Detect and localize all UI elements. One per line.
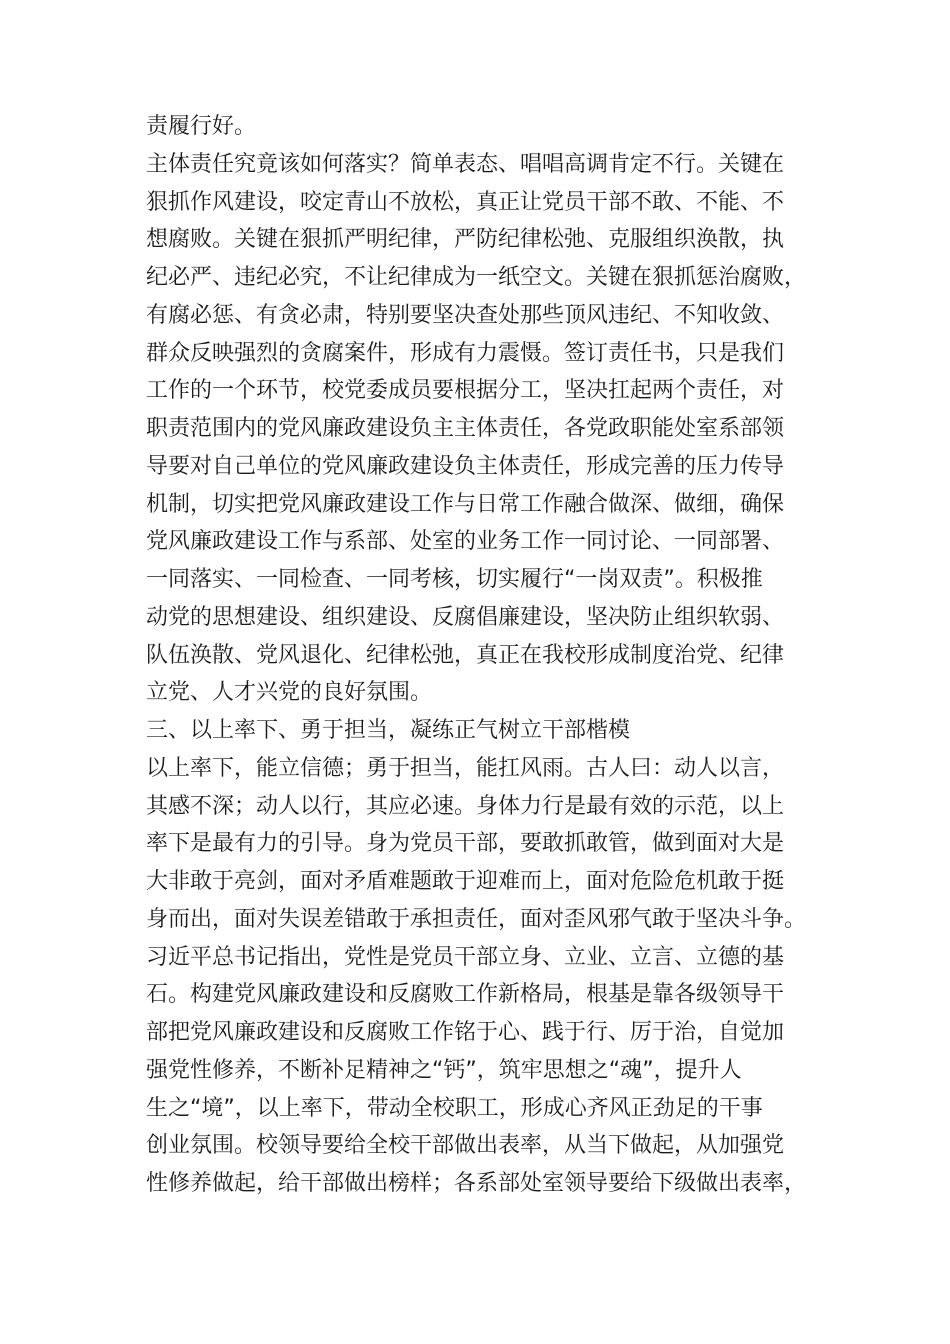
text-line: 职责范围内的党风廉政建设负主主体责任，各党政职能处室系部领 (146, 416, 785, 441)
text-line: 纪必严、违纪必究，不让纪律成为一纸空文。关键在狠抓惩治腐败， (146, 265, 807, 290)
text-line: 生之“境”，以上率下，带动全校职工，形成心齐风正劲足的干事 (146, 1096, 763, 1121)
text-line: 狠抓作风建设，咬定青山不放松，真正让党员干部不敢、不能、不 (146, 190, 785, 215)
text-line: 动党的思想建设、组织建设、反腐倡廉建设，坚决防止组织软弱、 (146, 605, 785, 630)
text-line: 责履行好。 (146, 114, 257, 139)
text-line: 队伍涣散、党风退化、纪律松弛，真正在我校形成制度治党、纪律 (146, 643, 785, 668)
text-line: 石。构建党风廉政建设和反腐败工作新格局，根基是靠各级领导干 (146, 982, 785, 1007)
text-line: 群众反映强烈的贪腐案件，形成有力震慑。签订责任书，只是我们 (146, 341, 785, 366)
text-line: 党风廉政建设工作与系部、处室的业务工作一同讨论、一同部署、 (146, 529, 785, 554)
text-line: 身而出，面对失误差错敢于承担责任，面对歪风邪气敢于坚决斗争。 (146, 907, 807, 932)
text-line: 其感不深；动人以行，其应必速。身体力行是最有效的示范，以上 (146, 794, 785, 819)
text-line: 率下是最有力的引导。身为党员干部，要敢抓敢管，做到面对大是 (146, 831, 785, 856)
text-line: 性修养做起，给干部做出榜样；各系部处室领导要给下级做出表率， (146, 1171, 807, 1196)
text-line: 机制，切实把党风廉政建设工作与日常工作融合做深、做细，确保 (146, 492, 785, 517)
text-line: 立党、人才兴党的良好氛围。 (146, 680, 433, 705)
section-heading: 三、以上率下、勇于担当，凝练正气树立干部楷模 (146, 718, 631, 743)
text-line: 大非敢于亮剑，面对矛盾难题敢于迎难而上，面对危险危机敢于挺 (146, 869, 785, 894)
text-line: 一同落实、一同检查、一同考核，切实履行“一岗双责”。积极推 (146, 567, 763, 592)
text-line: 部把党风廉政建设和反腐败工作铭于心、践于行、厉于治，自觉加 (146, 1020, 785, 1045)
text-line: 以上率下，能立信德；勇于担当，能扛风雨。古人曰：动人以言， (146, 756, 785, 781)
text-line: 习近平总书记指出，党性是党员干部立身、立业、立言、立德的基 (146, 945, 785, 970)
text-line: 导要对自己单位的党风廉政建设负主体责任，形成完善的压力传导 (146, 454, 785, 479)
text-line: 想腐败。关键在狠抓严明纪律，严防纪律松弛、克服组织涣散，执 (146, 227, 785, 252)
text-line: 有腐必惩、有贪必肃，特别要坚决查处那些顶风违纪、不知收敛、 (146, 303, 785, 328)
text-line: 创业氛围。校领导要给全校干部做出表率，从当下做起，从加强党 (146, 1133, 785, 1158)
text-line: 强党性修养，不断补足精神之“钙”，筑牢思想之“魂”，提升人 (146, 1058, 742, 1083)
text-line: 工作的一个环节，校党委成员要根据分工，坚决扛起两个责任，对 (146, 378, 785, 403)
text-line: 主体责任究竟该如何落实？简单表态、唱唱高调肯定不行。关键在 (146, 152, 785, 177)
